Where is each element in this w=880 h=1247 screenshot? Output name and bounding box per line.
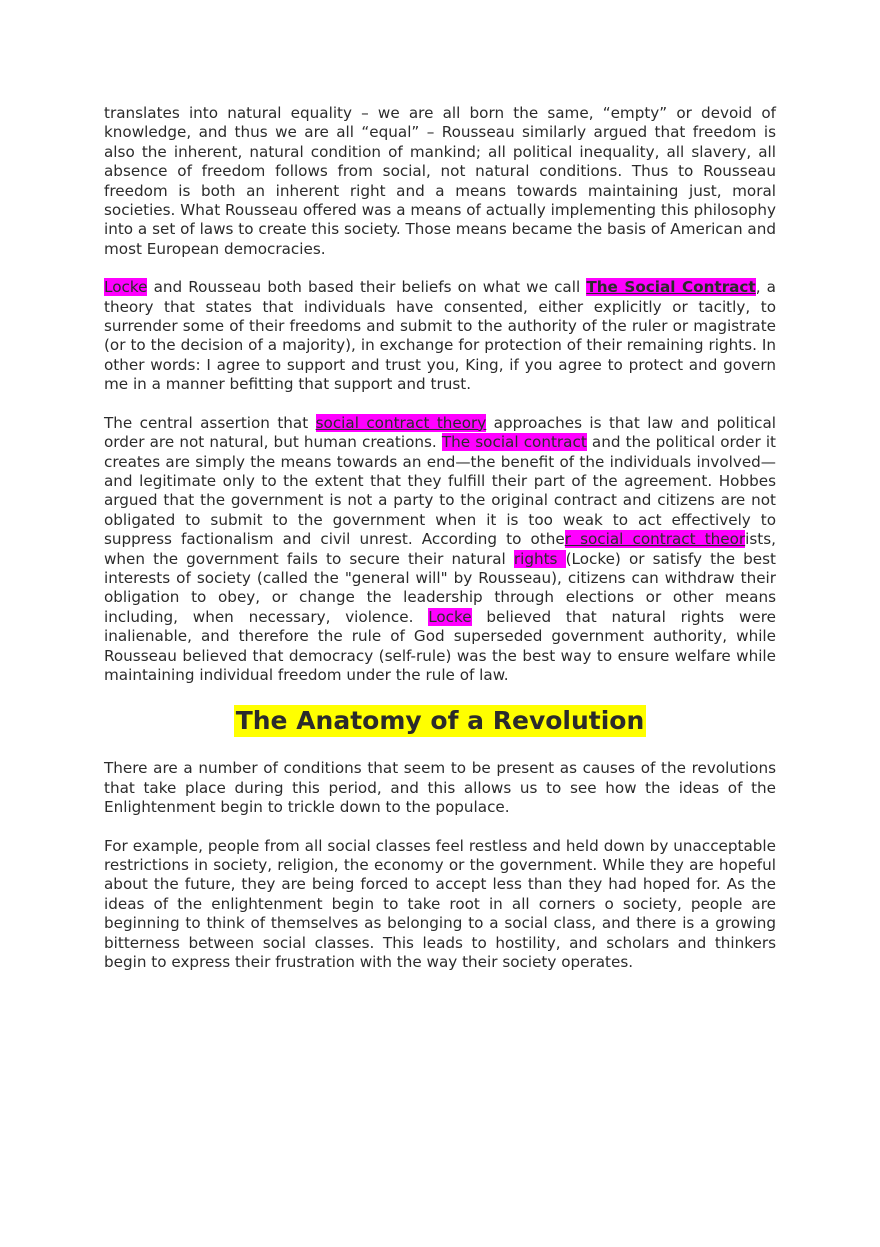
highlight-locke-2: Locke bbox=[428, 607, 472, 626]
highlight-social-contract-theory: social contract theory bbox=[315, 413, 487, 432]
highlight-social-contract-theorists: r social contract theor bbox=[564, 530, 746, 549]
highlight-the-social-contract-2: The social contract bbox=[441, 433, 587, 452]
text-run: and the political order it creates are simply the means towards an end—the benefit of the individuals involved—and legitimate only to the extent that they fulfill their part of the agreement. Hobbes argued that the government is not a party to the original contract and citizens are not obligated to submit to the government when it is too weak to act effectively to suppress factionalism and civil unrest. According to othe bbox=[104, 433, 777, 549]
paragraph-gap bbox=[104, 395, 776, 414]
paragraph-central-assertion bbox=[104, 414, 776, 686]
text-run: and Rousseau both based their beliefs on what we call bbox=[147, 278, 587, 297]
paragraph-gap bbox=[104, 259, 776, 278]
paragraph-gap bbox=[104, 818, 776, 837]
highlight-locke: Locke bbox=[104, 278, 148, 297]
text-run: believed that natural rights were inalienable, and therefore the rule of God superseded government authority, while Rousseau believed that democracy (self-rule) was the best way to ensure welfare while maintaining individual freedom under the rule of law. bbox=[104, 607, 776, 684]
paragraph-natural-equality: translates into natural equality – we are all born the same, “empty” or devoid of knowledge, and thus we are all “equal” – Rousseau similarly argued that freedom is also the inherent, natural condition of mankind; all political inequality, all slavery, all absence of freedom follows from social, not natural conditions. Thus to Rousseau freedom is both an inherent right and a means towards maintaining just, moral societies. What Rousseau offered was a means of actually implementing this philosophy into a set of laws to create this society. Those means became the basis of American and most European democracies. bbox=[104, 104, 776, 258]
highlight-rights: rights bbox=[513, 549, 566, 568]
paragraph-example-social-classes: For example, people from all social classes feel restless and held down by unacceptable restrictions in society, religion, the economy or the government. While they are hopeful about the future, they are being forced to accept less than they had hoped for. As the ideas of the enlightenment begin to take root in all corners o society, people are beginning to think of themselves as belonging to a social class, and there is a growing bitterness between social classes. This leads to hostility, and scholars and thinkers begin to express their frustration with the way their society operates. bbox=[104, 836, 776, 972]
paragraph-revolution-conditions: There are a number of conditions that seem to be present as causes of the revolutions that take place during this period, and this allows us to see how the ideas of the Enlightenment begin to trickle down to the populace. bbox=[104, 759, 776, 817]
document-page bbox=[104, 104, 776, 972]
highlight-the-social-contract: The Social Contract bbox=[586, 278, 756, 297]
text-run: The central assertion that bbox=[104, 413, 316, 432]
text-run: , a theory that states that individuals have consented, either explicitly or tacitly, to surrender some of their freedoms and submit to the authority of the ruler or magistrate (or to the decision of a majority), in exchange for protection of their remaining rights. In other words: I agree to support and trust you, King, if you agree to protect and govern me in a manner befitting that support and trust. bbox=[104, 278, 776, 394]
section-heading: The Anatomy of a Revolution bbox=[235, 706, 645, 736]
heading-container bbox=[104, 705, 776, 737]
paragraph-social-contract-definition bbox=[104, 278, 776, 394]
text-run: ists, when the government fails to secure their natural bbox=[104, 530, 776, 568]
text-run: (Locke) or satisfy the best interests of society (called the "general will" by Rousseau), citizens can withdraw their obligation to obey, or change the leadership through elections or other means including, when necessary, violence. bbox=[104, 549, 777, 626]
text-run: approaches is that law and political order are not natural, but human creations. bbox=[104, 413, 776, 452]
